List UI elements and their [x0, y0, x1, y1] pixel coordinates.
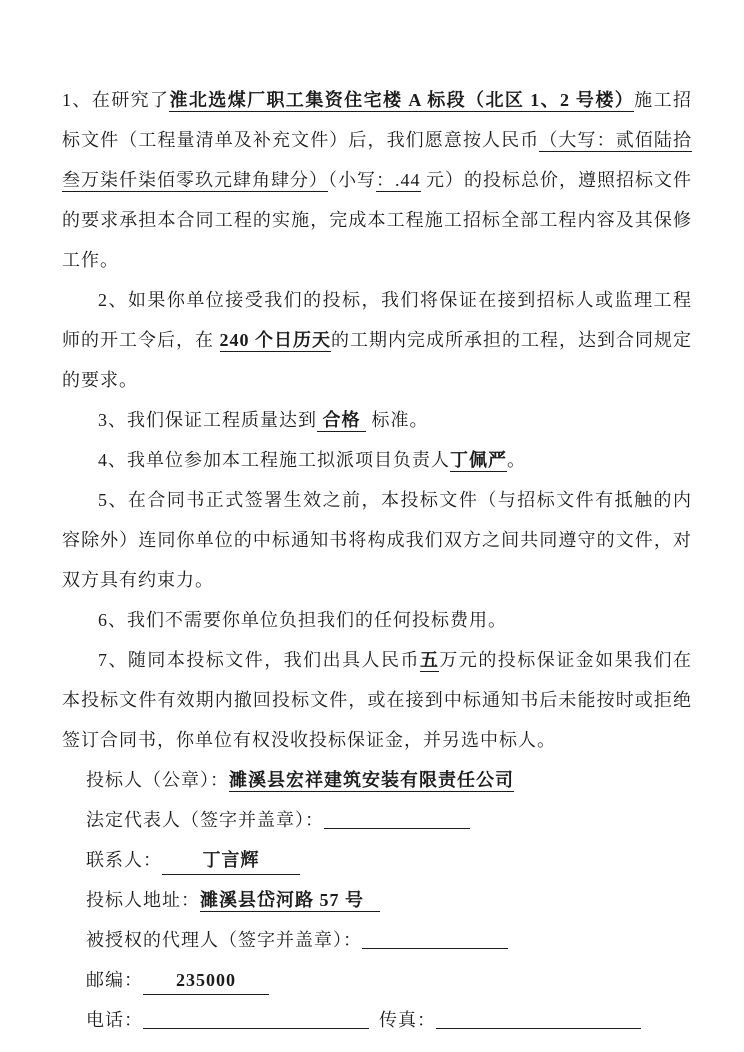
clause-1-text: （小写	[328, 170, 376, 190]
construction-period: 240 个日历天	[219, 330, 331, 350]
phone-label: 电话：	[86, 1010, 143, 1030]
clause-6-text: 6、我们不需要你单位负担我们的任何投标费用。	[98, 610, 507, 630]
agent-line	[86, 920, 692, 960]
clause-2-text: 2、如果你单位接受我们的投标，我们将保证在接到招标人或监理工程师的开工令后，在	[62, 290, 692, 350]
clause-1	[62, 80, 692, 280]
clause-3-text: 3、我们保证工程质量达到	[98, 410, 317, 430]
bidder-address: 濉溪县岱河路 57 号	[200, 890, 380, 912]
clause-4-text: 。	[507, 450, 526, 470]
amount-in-words: （大写：贰佰陆拾叁万柒仟柒佰零玖元肆角肆分）	[62, 130, 692, 190]
postcode-label: 邮编：	[86, 970, 143, 990]
project-name: 淮北选煤厂职工集资住宅楼 A 标段（北区 1、2 号楼）	[169, 90, 635, 110]
bid-bond-amount: 五	[419, 650, 440, 670]
contact-line	[86, 840, 692, 880]
clause-2-text: 的工期内完成所承担的工程，达到合同规定的要求。	[62, 330, 692, 390]
amount-in-figures: ：.44	[376, 170, 421, 190]
contact-name: 丁言辉	[162, 846, 300, 875]
clause-7-text: 7、随同本投标文件，我们出具人民币	[98, 650, 420, 670]
clause-1-text: 1、在研究了	[62, 90, 170, 110]
address-line	[86, 880, 692, 920]
clause-1-text: 施工招标文件（工程量清单及补充文件）后，我们愿意按人民币	[62, 90, 692, 150]
clause-7-text: 万元的投标保证金如果我们在本投标文件有效期内撤回投标文件，或在接到中标通知书后未能按时或拒绝签订合同书，你单位有权没收投标保证金，并另选中标人。	[62, 650, 693, 750]
bidder-label: 投标人（公章）：	[86, 770, 229, 790]
clause-5	[62, 480, 692, 600]
clause-4-text: 4、我单位参加本工程施工拟派项目负责人	[98, 450, 450, 470]
clause-7	[62, 640, 692, 760]
phone-blank	[143, 1010, 369, 1029]
clause-3-text: 标准。	[366, 410, 429, 430]
bidder-line	[86, 760, 692, 800]
legal-rep-label: 法定代表人（签字并盖章）：	[86, 810, 324, 830]
fax-blank	[436, 1010, 641, 1029]
clause-6	[62, 600, 692, 640]
bidder-company-name: 濉溪县宏祥建筑安装有限责任公司	[229, 770, 514, 790]
clause-2	[62, 280, 692, 400]
legal-rep-line	[86, 800, 692, 840]
clause-3	[62, 400, 692, 440]
contact-label: 联系人：	[86, 850, 162, 870]
postcode-value: 235000	[143, 966, 269, 995]
clause-1-text: 元）的投标总价，遵照招标文件的要求承担本合同工程的实施，完成本工程施工招标全部工程内容及其保修工作。	[62, 170, 692, 270]
phone-fax-line	[86, 1000, 692, 1040]
postcode-line	[86, 960, 692, 1000]
clause-5-text: 5、在合同书正式签署生效之前，本投标文件（与招标文件有抵触的内容除外）连同你单位的中标通知书将构成我们双方之间共同遵守的文件，对双方具有约束力。	[62, 490, 692, 590]
clause-4	[62, 440, 692, 480]
legal-rep-signature-blank	[324, 810, 470, 829]
agent-label: 被授权的代理人（签字并盖章）：	[86, 930, 362, 950]
fax-label: 传真：	[379, 1010, 436, 1030]
agent-signature-blank	[362, 930, 508, 949]
address-label: 投标人地址：	[86, 890, 200, 910]
project-manager-name: 丁佩严	[450, 450, 507, 470]
quality-standard: 合格	[317, 410, 366, 430]
signature-block	[86, 760, 692, 1040]
